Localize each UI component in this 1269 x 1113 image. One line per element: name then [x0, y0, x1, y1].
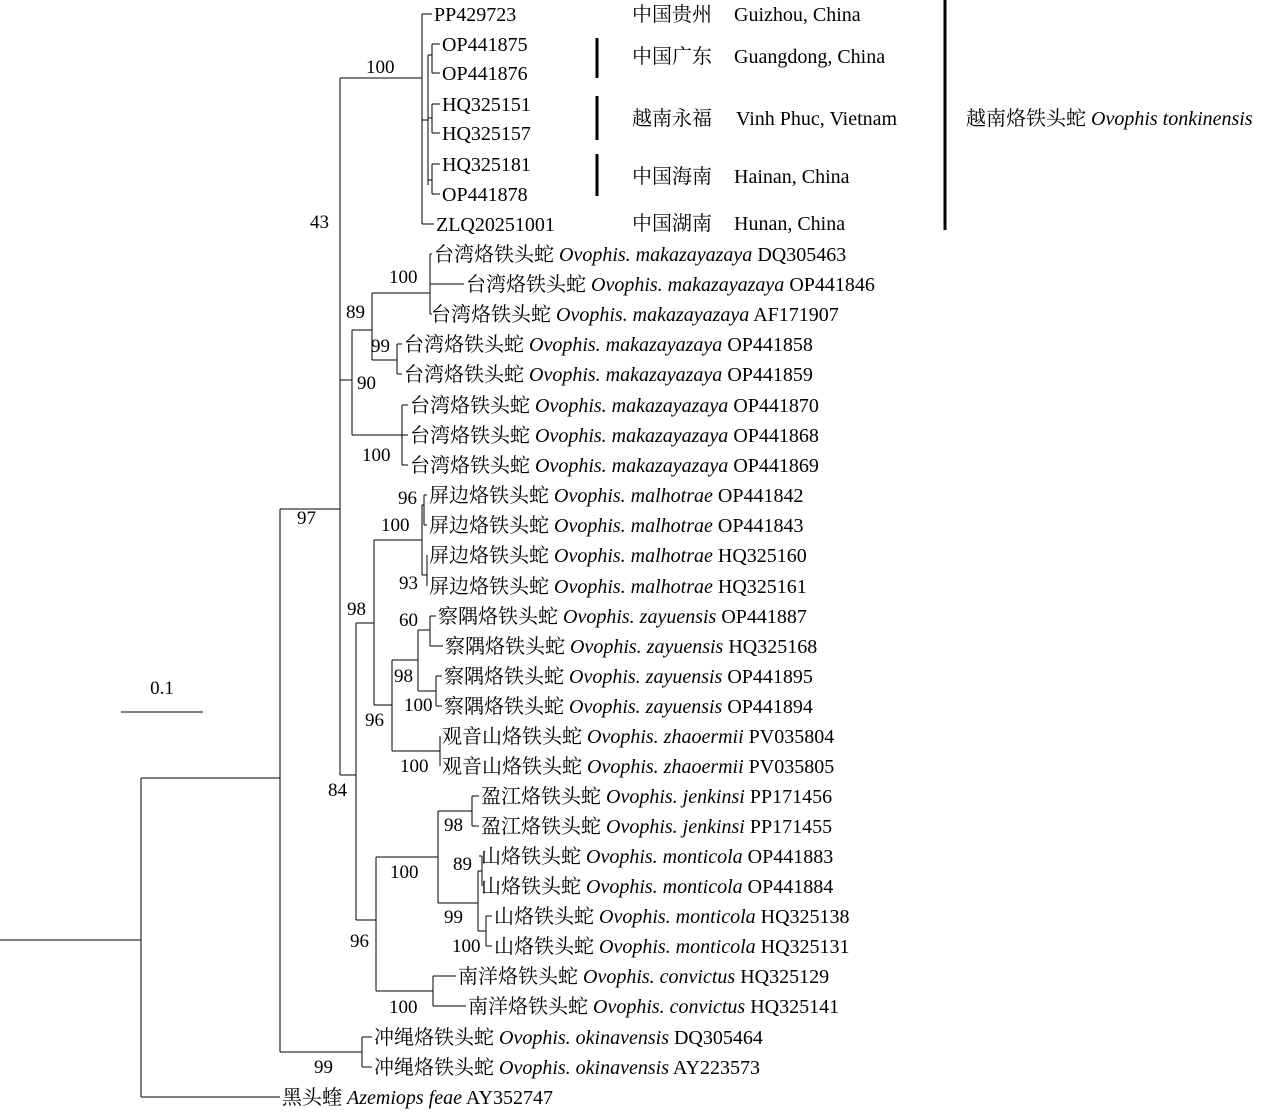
support-value — [328, 780, 348, 801]
tip-label — [436, 214, 555, 236]
species-common-name: 观音山烙铁头蛇 — [442, 726, 582, 748]
tip-label — [374, 1056, 760, 1079]
tip-label — [458, 965, 829, 988]
bootstrap-value: 96 — [398, 488, 417, 509]
species-scientific-name: Ovophis. makazayazaya — [556, 304, 750, 326]
accession-number: OP441869 — [733, 455, 819, 477]
species-common-name: 屏边烙铁头蛇 — [429, 485, 549, 507]
support-value — [371, 336, 390, 357]
bootstrap-value: 98 — [347, 599, 366, 620]
species-scientific-name: Ovophis. jenkinsi — [606, 786, 745, 808]
accession-number: OP441858 — [727, 334, 813, 356]
locality-cn — [632, 212, 712, 235]
species-scientific-name: Ovophis. malhotrae — [554, 576, 713, 598]
bootstrap-value: 43 — [310, 212, 329, 233]
tip-label — [494, 935, 850, 958]
species-scientific-name: Ovophis. monticola — [599, 906, 756, 928]
accession-number: OP441875 — [442, 34, 528, 56]
locality-cn — [632, 45, 712, 68]
accession-number: AF171907 — [753, 304, 839, 326]
tip-label — [442, 725, 834, 748]
species-scientific-name: Ovophis. makazayazaya — [591, 274, 785, 296]
support-value — [310, 212, 329, 233]
accession-number: OP441887 — [721, 606, 807, 628]
tree-labels — [150, 3, 1253, 1109]
species-scientific-name: Ovophis. zayuensis — [570, 636, 724, 658]
tip-label — [481, 785, 832, 808]
accession-number: OP441878 — [442, 184, 528, 206]
bootstrap-value: 100 — [390, 862, 419, 883]
species-scientific-name: Ovophis. malhotrae — [554, 485, 713, 507]
bootstrap-value: 89 — [453, 854, 472, 875]
tip-label — [442, 154, 531, 176]
species-common-name: 山烙铁头蛇 — [481, 876, 581, 898]
accession-number: HQ325131 — [760, 936, 850, 958]
bootstrap-value: 60 — [399, 610, 418, 631]
support-value — [400, 756, 429, 777]
tip-label — [374, 1026, 763, 1049]
support-value — [314, 1057, 333, 1078]
support-value — [453, 854, 472, 875]
species-common-name: 冲绳烙铁头蛇 — [374, 1027, 494, 1049]
tip-label — [442, 755, 834, 778]
accession-number: PV035804 — [748, 726, 835, 748]
support-value — [357, 373, 376, 394]
support-value — [362, 445, 391, 466]
tree-branches — [0, 14, 492, 1097]
species-common-name: 察隅烙铁头蛇 — [438, 606, 558, 628]
tip-label — [429, 514, 803, 537]
accession-number: OP441843 — [717, 515, 804, 537]
accession-number: HQ325138 — [760, 906, 850, 928]
tip-label — [429, 544, 807, 567]
species-common-name: 山烙铁头蛇 — [481, 846, 581, 868]
accession-number: HQ325151 — [442, 94, 531, 116]
bootstrap-value: 100 — [362, 445, 391, 466]
tip-label — [444, 665, 813, 688]
tip-label — [434, 243, 846, 266]
tip-label — [442, 94, 531, 116]
locality-cn-text: 中国海南 — [632, 166, 712, 188]
tip-label — [468, 995, 839, 1018]
accession-number: ZLQ20251001 — [436, 214, 555, 236]
species-common-name: 盈江烙铁头蛇 — [481, 786, 601, 808]
locality-en — [734, 46, 885, 68]
accession-number: OP441868 — [733, 425, 819, 447]
tip-label — [410, 454, 819, 477]
bootstrap-value: 93 — [399, 573, 418, 594]
species-scientific-name: Ovophis. okinavensis — [499, 1027, 669, 1049]
support-value — [389, 267, 418, 288]
species-common-name: 冲绳烙铁头蛇 — [374, 1057, 494, 1079]
tip-label — [434, 4, 516, 26]
species-scientific-name: Ovophis. jenkinsi — [606, 816, 745, 838]
species-common-name: 南洋烙铁头蛇 — [458, 966, 578, 988]
bootstrap-value: 96 — [350, 931, 369, 952]
clade-cn: 越南烙铁头蛇 — [966, 108, 1086, 130]
species-common-name: 台湾烙铁头蛇 — [410, 395, 530, 417]
bootstrap-value: 97 — [297, 508, 316, 529]
support-value — [394, 666, 413, 687]
species-common-name: 屏边烙铁头蛇 — [429, 576, 549, 598]
species-common-name: 台湾烙铁头蛇 — [434, 244, 554, 266]
accession-number: PV035805 — [748, 756, 835, 778]
species-scientific-name: Ovophis. malhotrae — [554, 545, 713, 567]
accession-number: OP441894 — [727, 696, 813, 718]
tip-label — [494, 905, 850, 928]
scale-bar-value: 0.1 — [150, 678, 174, 699]
bootstrap-value: 100 — [389, 997, 418, 1018]
tip-label — [410, 424, 819, 447]
accession-number: PP171456 — [749, 786, 833, 808]
species-common-name: 台湾烙铁头蛇 — [404, 334, 524, 356]
accession-number: DQ305464 — [673, 1027, 763, 1049]
accession-number: OP441883 — [747, 846, 834, 868]
bootstrap-value: 90 — [357, 373, 376, 394]
species-common-name: 台湾烙铁头蛇 — [410, 455, 530, 477]
support-value — [399, 573, 418, 594]
accession-number: HQ325129 — [740, 966, 830, 988]
support-value — [365, 710, 384, 731]
support-value — [444, 815, 463, 836]
species-common-name: 南洋烙铁头蛇 — [468, 996, 588, 1018]
locality-en-text: Guangdong, China — [734, 46, 886, 68]
accession-number: HQ325181 — [442, 154, 531, 176]
accession-number: OP441876 — [442, 63, 528, 85]
species-scientific-name: Ovophis. makazayazaya — [559, 244, 753, 266]
support-value — [347, 599, 366, 620]
bootstrap-value: 100 — [404, 695, 433, 716]
tip-label — [404, 363, 813, 386]
tip-label — [438, 605, 807, 628]
bootstrap-value: 100 — [452, 936, 481, 957]
accession-number: HQ325141 — [750, 996, 840, 1018]
scale-bar-label — [150, 678, 174, 699]
tip-label — [442, 123, 531, 145]
species-scientific-name: Ovophis. convictus — [593, 996, 746, 1018]
species-scientific-name: Ovophis. makazayazaya — [535, 395, 729, 417]
locality-cn-text: 中国贵州 — [632, 4, 712, 26]
bootstrap-value: 89 — [346, 302, 365, 323]
tip-label — [431, 303, 839, 326]
species-scientific-name: Ovophis. zayuensis — [563, 606, 717, 628]
locality-cn — [632, 165, 712, 188]
tip-label — [444, 695, 813, 718]
species-common-name: 山烙铁头蛇 — [494, 906, 594, 928]
tip-label — [404, 333, 813, 356]
species-common-name: 台湾烙铁头蛇 — [410, 425, 530, 447]
bootstrap-value: 96 — [365, 710, 384, 731]
species-common-name: 屏边烙铁头蛇 — [429, 515, 549, 537]
bootstrap-value: 99 — [314, 1057, 333, 1078]
accession-number: HQ325168 — [728, 636, 818, 658]
accession-number: HQ325161 — [717, 576, 807, 598]
tip-label — [481, 815, 832, 838]
locality-cn — [632, 3, 712, 26]
locality-cn-text: 中国广东 — [632, 46, 712, 68]
support-value — [399, 610, 418, 631]
accession-number: OP441846 — [789, 274, 875, 296]
locality-en-text: Vinh Phuc, Vietnam — [736, 108, 898, 130]
tip-label — [282, 1086, 553, 1109]
species-scientific-name: Ovophis. makazayazaya — [529, 334, 723, 356]
locality-en-text: Hunan, China — [734, 213, 846, 235]
locality-en-text: Guizhou, China — [734, 4, 861, 26]
species-scientific-name: Ovophis. monticola — [599, 936, 756, 958]
accession-number: HQ325157 — [442, 123, 531, 145]
bootstrap-value: 98 — [394, 666, 413, 687]
species-common-name: 台湾烙铁头蛇 — [466, 274, 586, 296]
species-common-name: 山烙铁头蛇 — [494, 936, 594, 958]
species-scientific-name: Ovophis. zhaoermii — [587, 756, 744, 778]
accession-number: OP441842 — [717, 485, 804, 507]
species-scientific-name: Ovophis. convictus — [583, 966, 736, 988]
species-common-name: 观音山烙铁头蛇 — [442, 756, 582, 778]
bootstrap-value: 100 — [381, 515, 410, 536]
species-common-name: 黑头蝰 — [282, 1087, 342, 1109]
support-value — [398, 488, 417, 509]
tip-label — [466, 273, 875, 296]
clade-sci: Ovophis tonkinensis — [1091, 108, 1253, 130]
accession-number: OP441884 — [747, 876, 834, 898]
tip-label — [442, 34, 528, 56]
support-value — [346, 302, 365, 323]
bootstrap-value: 84 — [328, 780, 347, 801]
species-scientific-name: Ovophis. monticola — [586, 846, 743, 868]
tip-label — [481, 845, 833, 868]
species-scientific-name: Ovophis. monticola — [586, 876, 743, 898]
locality-en — [734, 213, 845, 235]
tip-label — [429, 575, 807, 598]
locality-en-text: Hainan, China — [734, 166, 850, 188]
species-scientific-name: Ovophis. makazayazaya — [535, 455, 729, 477]
support-value — [390, 862, 419, 883]
species-scientific-name: Ovophis. okinavensis — [499, 1057, 669, 1079]
locality-cn-text: 中国湖南 — [632, 213, 712, 235]
accession-number: PP171455 — [749, 816, 833, 838]
species-common-name: 察隅烙铁头蛇 — [444, 696, 564, 718]
locality-en — [734, 166, 850, 188]
bootstrap-value: 98 — [444, 815, 463, 836]
bootstrap-value: 100 — [389, 267, 418, 288]
bootstrap-value: 99 — [444, 907, 463, 928]
species-scientific-name: Ovophis. makazayazaya — [529, 364, 723, 386]
accession-number: AY223573 — [672, 1057, 760, 1079]
tip-label — [445, 635, 817, 658]
species-common-name: 察隅烙铁头蛇 — [445, 636, 565, 658]
bootstrap-value: 100 — [400, 756, 429, 777]
species-scientific-name: Ovophis. zayuensis — [569, 696, 723, 718]
support-value — [452, 936, 481, 957]
bootstrap-value: 99 — [371, 336, 390, 357]
accession-number: PP429723 — [434, 4, 517, 26]
species-scientific-name: Ovophis. makazayazaya — [535, 425, 729, 447]
accession-number: OP441895 — [727, 666, 813, 688]
clade-label-tonkinensis — [966, 107, 1253, 130]
tip-label — [481, 875, 833, 898]
tip-label — [442, 63, 528, 85]
bootstrap-value: 100 — [366, 57, 395, 78]
support-value — [297, 508, 316, 529]
species-common-name: 台湾烙铁头蛇 — [431, 304, 551, 326]
accession-number: OP441870 — [733, 395, 819, 417]
species-common-name: 屏边烙铁头蛇 — [429, 545, 549, 567]
support-value — [444, 907, 463, 928]
species-scientific-name: Azemiops feae — [347, 1087, 462, 1109]
locality-cn — [632, 107, 712, 130]
species-common-name: 台湾烙铁头蛇 — [404, 364, 524, 386]
accession-number: OP441859 — [727, 364, 813, 386]
tip-label — [429, 484, 803, 507]
tip-label — [410, 394, 819, 417]
support-value — [381, 515, 410, 536]
species-common-name: 盈江烙铁头蛇 — [481, 816, 601, 838]
accession-number: AY352747 — [465, 1087, 553, 1109]
species-scientific-name: Ovophis. zayuensis — [569, 666, 723, 688]
locality-en — [734, 4, 861, 26]
species-scientific-name: Ovophis. malhotrae — [554, 515, 713, 537]
accession-number: HQ325160 — [717, 545, 807, 567]
accession-number: DQ305463 — [757, 244, 847, 266]
tip-label — [442, 184, 528, 206]
locality-cn-text: 越南永福 — [632, 108, 712, 130]
locality-en — [736, 108, 898, 130]
species-scientific-name: Ovophis. zhaoermii — [587, 726, 744, 748]
species-common-name: 察隅烙铁头蛇 — [444, 666, 564, 688]
support-value — [404, 695, 433, 716]
support-value — [350, 931, 369, 952]
support-value — [389, 997, 418, 1018]
support-value — [366, 57, 395, 78]
